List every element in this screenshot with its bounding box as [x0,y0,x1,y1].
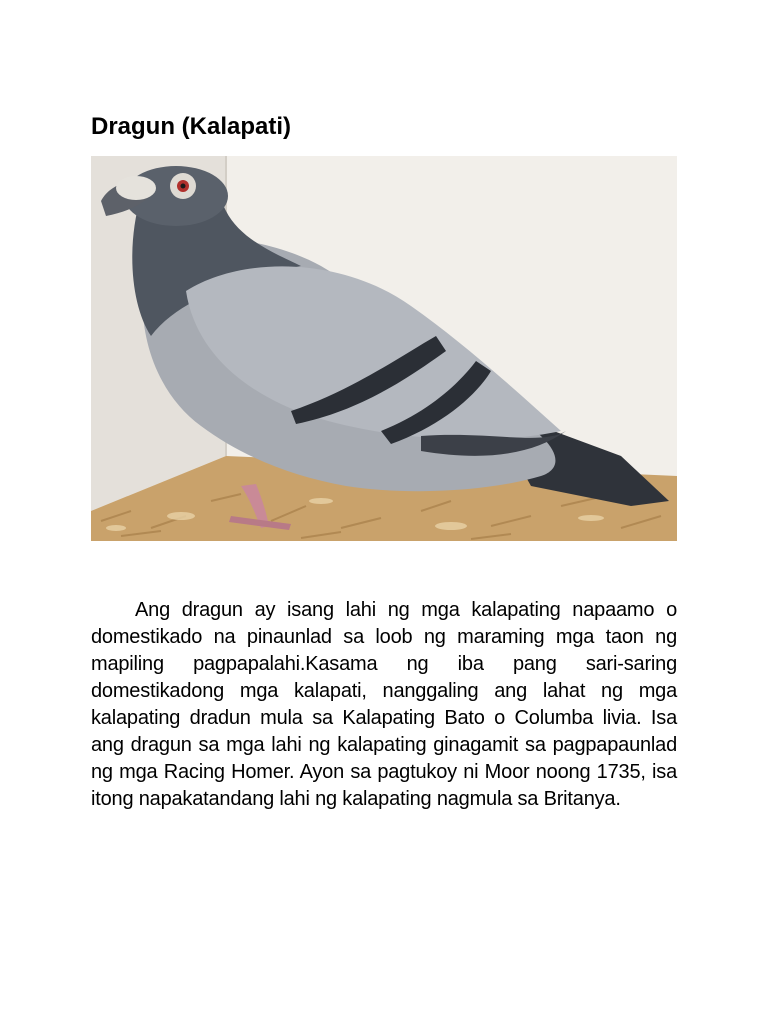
beak-wattle [116,176,156,200]
page-title: Dragun (Kalapati) [91,113,292,140]
body-paragraph: Ang dragun ay isang lahi ng mga kalapating napaamo o domestikado na pinaunlad sa loob ng maraming mga taon ng mapiling pagpapalahi.Kasama ng iba pang sari-saring domestikadong mga kalapati, nanggaling ang lahat ng mga kalapating dradun mula sa Kalapating Bato o Columba livia. Isa ang dragun sa mga lahi ng kalapating ginagamit sa pagpapaunlad ng mga Racing Homer. Ayon sa pagtukoy ni Moor noong 1735, isa itong napakatandang lahi ng kalapating nagmula sa Britanya. [91,599,677,810]
pigeon-illustration [91,156,677,541]
eye-pupil [181,184,186,189]
pigeon-photo [91,156,677,541]
